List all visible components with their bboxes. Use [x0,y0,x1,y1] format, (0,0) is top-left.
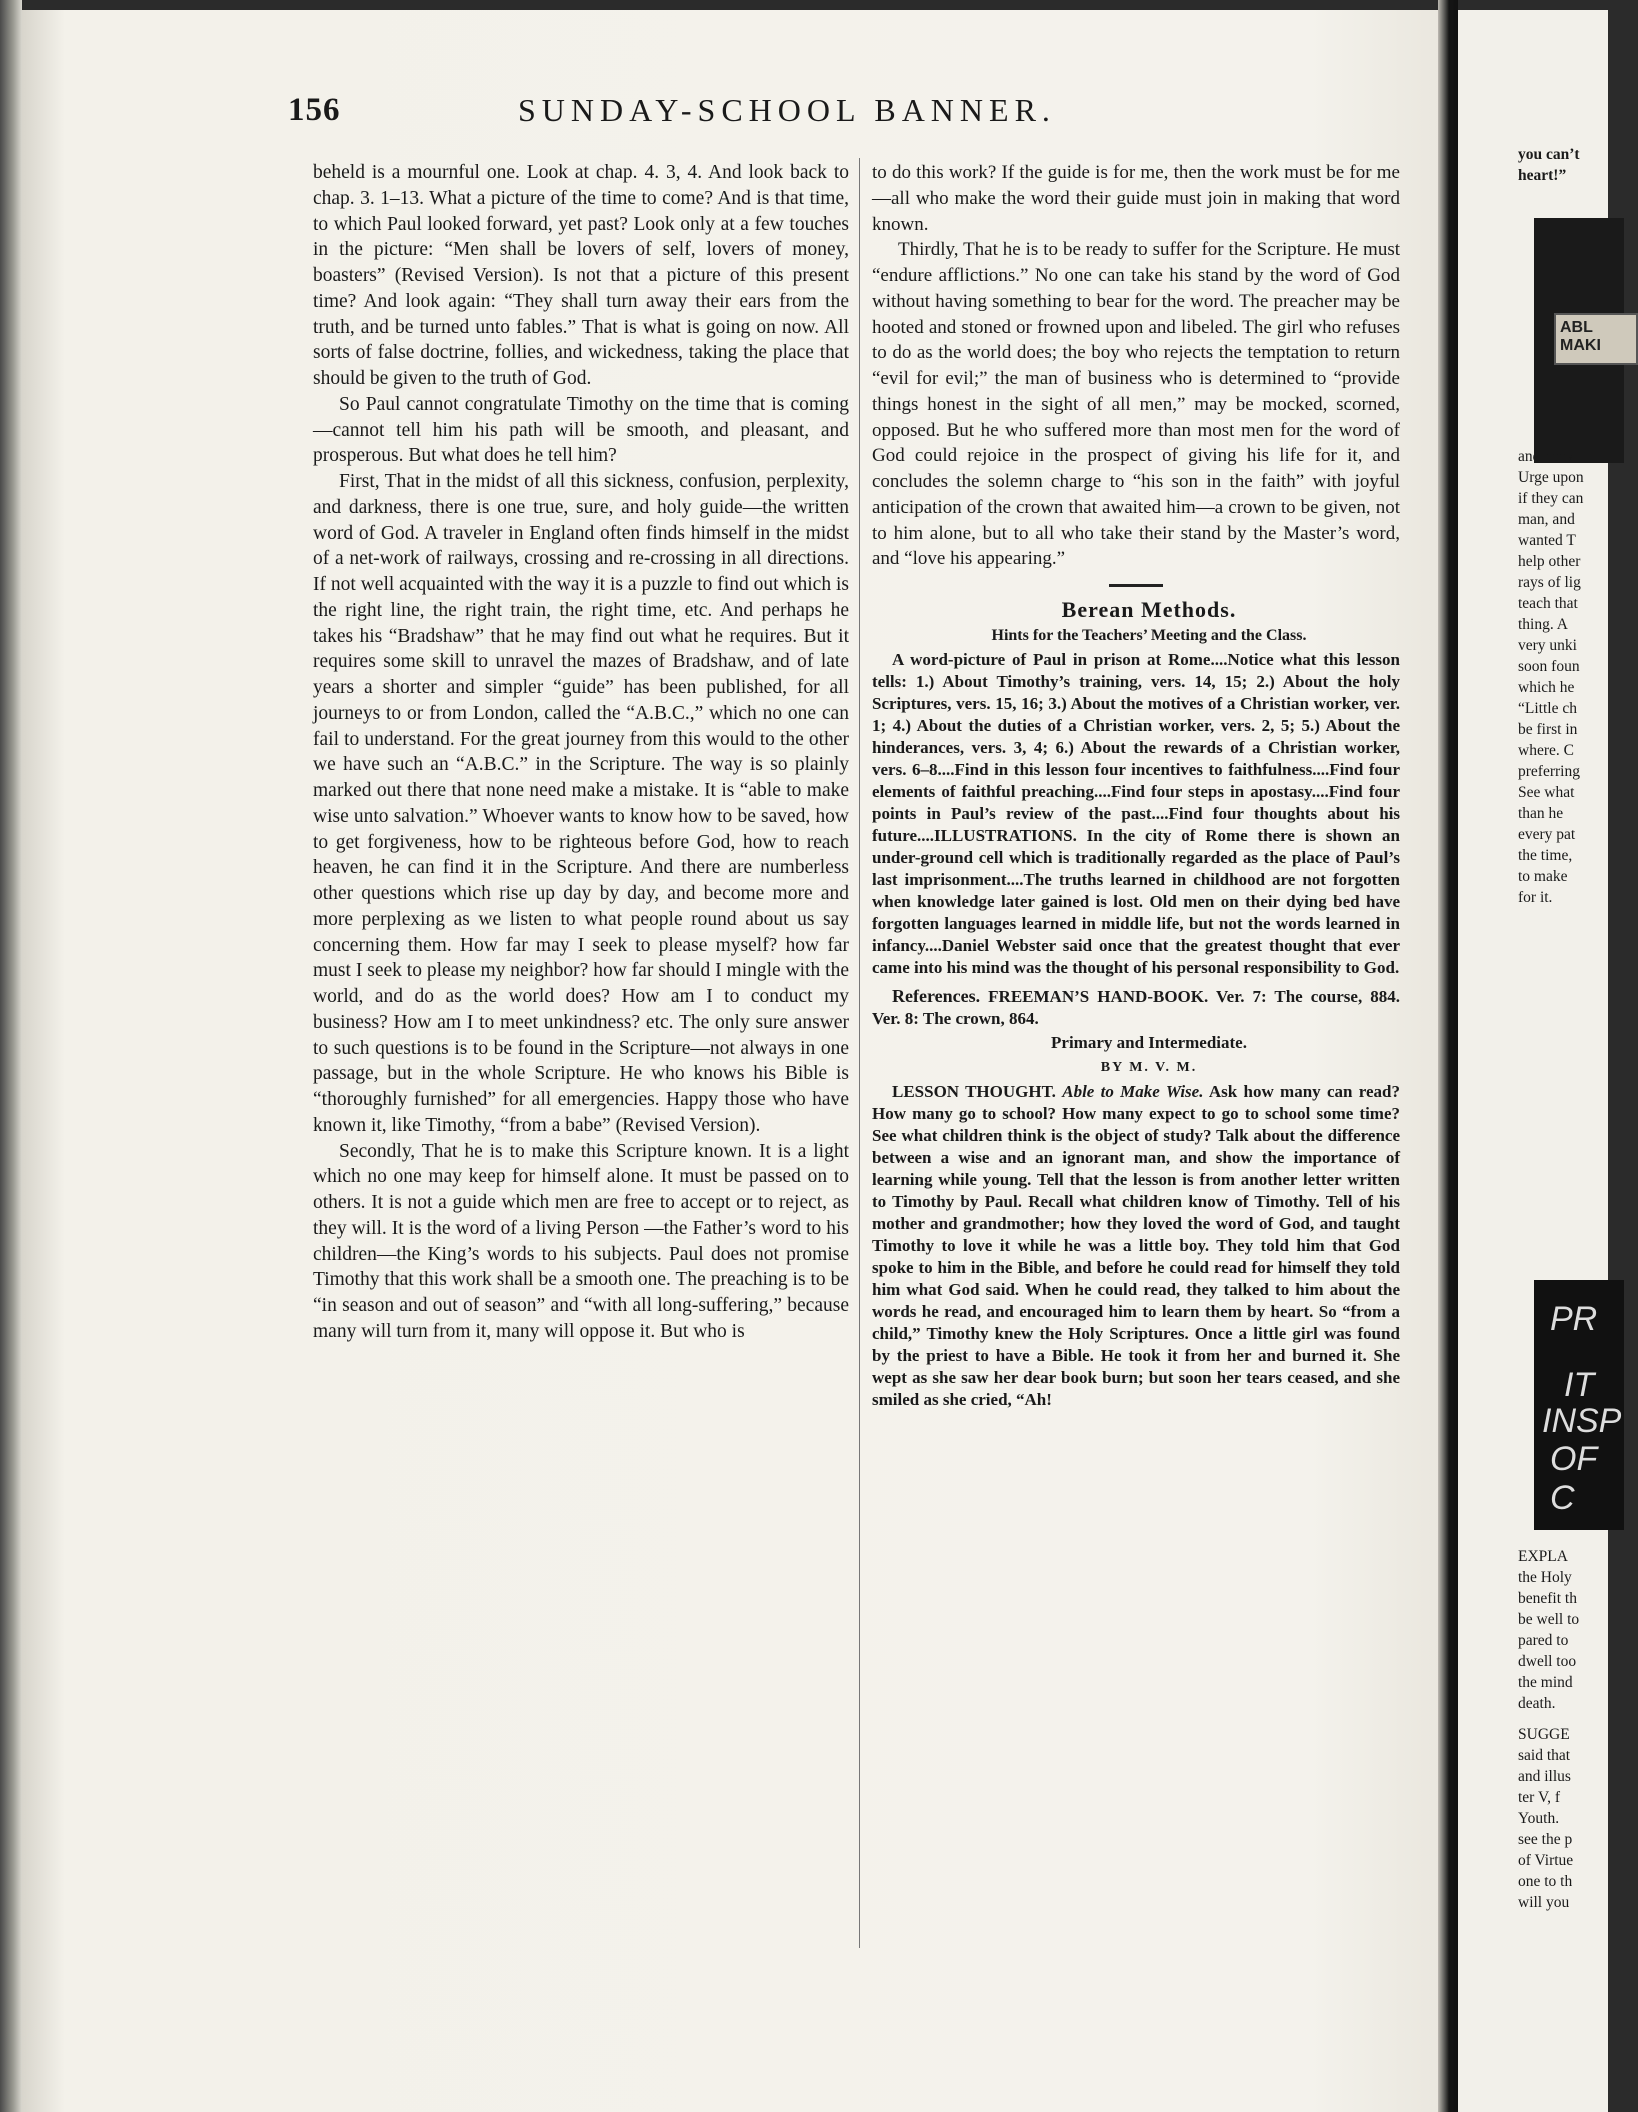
lesson-thought-text: Ask how many can read? How many go to school? How many expect to go to school some time? See what children think is the object of study? Talk about the difference between a wise and an ignorant man, and show the importance of learning while young. Tell that the lesson is from another letter written to Timothy by Paul. Recall what children know of Timothy. Tell of his mother and grandmother; how they loved the word of God, and taught Timothy to love it while he was a little boy. They told him that God spoke to him in the Bible, and before he could read for himself they told him what God said. When he could read, they talked to him about the words he read, and encouraged him to learn them by heart. So “from a child,” Timothy knew the Holy Scriptures. Once a little girl was found by the priest to have a Bible. He took it from her and burned it. She wept as she saw her dear book burn; but soon her tears ceased, and she smiled as she cried, “Ah! [872,1082,1401,1409]
primary-intermediate-heading: Primary and Intermediate. [1051,1032,1247,1052]
text-line: Youth. [1518,1810,1560,1827]
text-line: ter V, f [1518,1789,1561,1806]
text-line: than he [1518,805,1564,822]
illustration-lettering: IT [1564,1366,1595,1404]
text-line: where. C [1518,742,1574,759]
engraving-illustration-2 [1534,1280,1624,1530]
paragraph: Secondly, That he is to make this Scripture known. It is a light which no one may keep for himself alone. It must be passed on to others. It is not a guide which men are free to accept or to reject, as they will. It is the word of a living Person —the Father’s word to his children—the King’s words to his subjects. Paul does not promise Timothy that this work shall be a smooth one. The preaching is to be “in season and out of season” and “with all long-suffering,” because many will turn from it, many will oppose it. But who is [313,1140,849,1342]
primary-body [872,1081,1400,1411]
text-line: and illus [1518,1768,1571,1785]
text-line: be well to [1518,1611,1580,1628]
page-number: 156 [288,92,341,128]
text-line: SUGGE [1518,1726,1570,1743]
paragraph: First, That in the midst of all this sickness, confusion, perplexity, and darkness, there is one true, sure, and holy guide—the written word of God. A traveler in England often finds himself in the midst of a net-work of railways, crossing and re-crossing in all directions. If not well acquainted with the way it is a puzzle to find out which is the right line, the right train, the right time, etc. And perhaps he takes his “Bradshaw” that he may find out what he requires. But it requires some skill to unravel the mazes of Bradshaw, and of late years a shorter and simpler “guide” has been published, for all journeys to or from London, called the “A.B.C.,” which no one can fail to understand. For the great journey from this would to the other we have such an “A.B.C.” in the Scripture. The way is so plainly marked out there that none need make a mistake. It is “able to make wise unto salvation.” Whoever wants to know how to be saved, how to get forgiveness, how to be righteous before God, how to reach heaven, he can find it in the Scripture. And there are numberless other questions which rise up day by day, and become more and more perplexing as we listen to what people round about us say concerning them. How far may I seek to please myself? how far must I seek to please my neighbor? how far should I mingle with the world, and do as the world does? How am I to conduct my business? How am I to meet unkindness? etc. The only sure answer to such questions is to be found in the Scripture—not always in one passage, but in the whole Scripture. He who knows his Bible is “thoroughly furnished” for all emergencies. Happy those who have known it, like Timothy, “from a babe” (Revised Version). [313,471,849,1136]
column-divider [859,158,860,1948]
text-line: See what [1518,784,1575,801]
text-line: wanted T [1518,532,1576,549]
right-page-top-text [1518,144,1580,186]
middle-column [872,160,1400,1411]
right-page-fragment [1458,10,1622,2112]
text-line: will you [1518,1894,1570,1911]
text-line: help other [1518,553,1581,570]
berean-methods-heading: Berean Methods. [1061,597,1237,622]
text-line: dwell too [1518,1653,1577,1670]
page-header [288,92,1168,136]
references-body: FREEMAN’S HAND-BOOK. Ver. 7: The course, 884. Ver. 8: The crown, 864. [872,986,1401,1028]
berean-methods-subheading: Hints for the Teachers’ Meeting and the Class. [991,626,1307,644]
illustration-lettering: PR [1550,1300,1598,1338]
references-label: References. [892,985,981,1006]
book-gutter [1438,0,1458,2112]
lesson-thought-title: Able to Make Wise. [1062,1082,1204,1101]
text-line: soon foun [1518,658,1580,675]
left-column [313,160,849,1345]
text-line: to make [1518,868,1568,885]
text-line: EXPLA [1518,1548,1568,1565]
text-line: man, and [1518,511,1575,528]
byline: BY M. V. M. [1100,1060,1198,1076]
text-line: the Holy [1518,1569,1572,1586]
text-line: rays of lig [1518,574,1581,591]
right-page-body-text [1518,446,1584,908]
paragraph: to do this work? If the guide is for me, then the work must be for me—all who make the word their guide must join in making that word known. [872,162,1400,235]
book-edge-left [0,0,22,2112]
text-line: teach that [1518,595,1578,612]
engraving-illustration-1: ABL MAKI [1534,218,1624,463]
text-line: of Virtue [1518,1852,1574,1869]
paragraph: beheld is a mournful one. Look at chap. 4. 3, 4. And look back to chap. 3. 1–13. What a picture of the time to come? And is that time, to which Paul looked forward, yet past? Look only at a few touches in the picture: “Men shall be lovers of self, lovers of money, boasters” (Revised Version). Is not that a picture of this present time? And look again: “They shall turn away their ears from the truth, and be turned unto fables.” That is what is going on now. All sorts of false doctrine, follies, and wickedness, taking the place that should be given to the truth of God. [313,162,849,389]
text-line: see the p [1518,1831,1573,1848]
paragraph: So Paul cannot congratulate Timothy on the time that is coming—cannot tell him his path will be smooth, and pleasant, and prosperous. But what does he tell him? [313,393,849,467]
lesson-thought-label: LESSON THOUGHT. [892,1082,1056,1101]
text-line: you can’t [1518,146,1580,163]
illustration-lettering: OF C [1550,1440,1597,1517]
text-line: if they can [1518,490,1584,507]
running-title: SUNDAY-SCHOOL BANNER. [518,92,1056,128]
text-line: one to th [1518,1873,1573,1890]
text-line: death. [1518,1695,1556,1712]
text-line: which he [1518,679,1575,696]
paragraph: Thirdly, That he is to be ready to suffer for the Scripture. He must “endure afflictions.” No one can take his stand by the word of God without having something to bear for the word. The preacher may be hooted and stoned or frowned upon and libeled. The girl who refuses to do as the world does; the boy who rejects the temptation to return “evil for evil;” the man of business who is determined to “provide things honest in the sight of all men,” may be mocked, scorned, opposed. But he who suffered more than most men for the word of God could rejoice in the prospect of giving his life for it, and concludes the solemn charge to “his son in the faith” with joyful anticipation of the crown that awaited him—a crown to be given, not to him alone, but to all who take their stand by the Master’s word, and “love his appearing.” [872,239,1400,570]
text-line: benefit th [1518,1590,1577,1607]
text-line: the time, [1518,847,1573,864]
illustration-lettering: INSP [1542,1402,1622,1440]
text-line: every pat [1518,826,1576,843]
text-line: “Little ch [1518,700,1577,717]
references [872,985,1400,1030]
text-line: be first in [1518,721,1578,738]
text-line: preferring [1518,763,1580,780]
right-page-body-text-2 [1518,1546,1579,1913]
text-line: for it. [1518,889,1553,906]
berean-methods-body: A word-picture of Paul in prison at Rome....Notice what this lesson tells: 1.) About Timothy’s training, vers. 14, 15; 2.) About the holy Scriptures, vers. 15, 16; 3.) About the motives of a Christian worker, ver. 1; 4.) About the duties of a Christian worker, vers. 2, 5; 5.) About the hinderances, vers. 3, 4; 6.) About the rewards of a Christian worker, vers. 6–8....Find in this lesson four incentives to faithfulness....Find four elements of faithful preaching....Find four steps in apostasy....Find four points in Paul’s review of the past....Find four thoughts about his future....ILLUSTRATIONS. In the city of Rome there is shown an under-ground cell which is traditionally regarded as the place of Paul’s last imprisonment....The truths learned in childhood are not forgotten when knowledge later gained is lost. Old men on their dying bed have forgotten languages learned in middle life, but not the words learned in infancy....Daniel Webster said once that the greatest thought that ever came into his mind was the thought of his personal responsibility to God. [872,649,1400,977]
text-line: pared to [1518,1632,1569,1649]
text-line: and heav [1518,448,1574,465]
text-line: Urge upon [1518,469,1584,486]
text-line: thing. A [1518,616,1568,633]
text-line: said that [1518,1747,1571,1764]
text-line [1518,1714,1579,1724]
section-rule [1109,584,1163,587]
text-line: heart!” [1518,167,1567,184]
text-line: very unki [1518,637,1577,654]
text-line: the mind [1518,1674,1573,1691]
